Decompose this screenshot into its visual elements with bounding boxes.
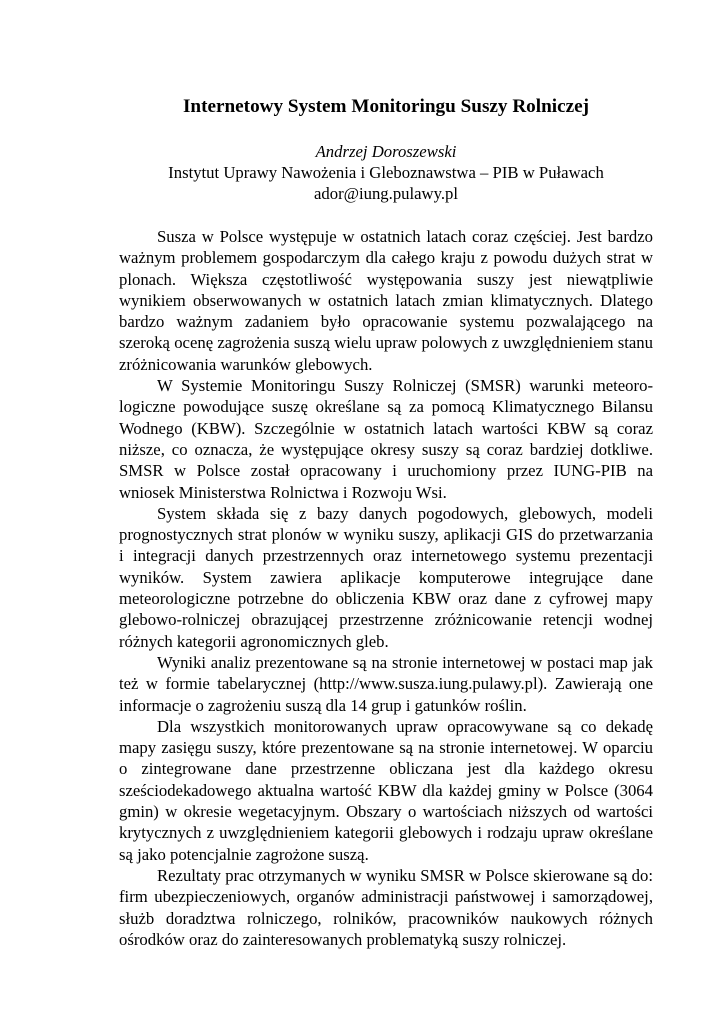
abstract-body <box>119 226 653 950</box>
paper-title: Internetowy System Monitoringu Suszy Rolniczej <box>182 96 590 117</box>
author-email: ador@iung.pulawy.pl <box>313 184 459 203</box>
document-page <box>119 95 653 950</box>
paragraph-3: System składa się z bazy danych pogodowych, glebowych, modeli prognostycznych strat plonów w wyniku suszy, aplikacji GIS do przetwarzania i integracji danych przestrzennych oraz internetowego systemu prezentacji wyników. System zawiera aplikacje komputerowe integrujące dane meteorologiczne potrzebne do obliczenia KBW oraz dane z cyfrowej mapy glebowo-rolniczej obrazującej przestrzenne zróżnicowanie retencji wodnej różnych kategorii agronomicznych gleb. <box>119 503 653 651</box>
paragraph-4: Wyniki analiz prezentowane są na stronie internetowej w postaci map jak też w formie tabelarycznej (http://www.susza.iung.pulawy.pl). Zawierają one informacje o zagrożeniu suszą dla 14 grup i gatunków roślin. <box>119 652 653 715</box>
paragraph-6: Rezultaty prac otrzymanych w wyniku SMSR w Polsce skierowane są do: firm ubezpieczeniowych, organów administracji państwowej i samorządowej, służb doradztwa rolniczego, rolników, pracowników naukowych różnych ośrodków oraz do zainteresowanych problematyką suszy rolniczej. <box>119 865 653 949</box>
author-block <box>119 141 653 204</box>
paragraph-5: Dla wszystkich monitorowanych upraw opracowywane są co dekadę mapy zasięgu suszy, które prezentowane są na stronie internetowej. W oparciu o zintegrowane dane przestrzenne obliczana jest dla każdego okresu sześciodekadowego aktualna wartość KBW dla każdej gminy w Polsce (3064 gmin) w okresie wegetacyjnym. Obszary o wartościach niższych od wartości krytycznych z uwzględnieniem kategorii glebowych i rodzaju upraw określane są jako potencjalnie zagrożone suszą. <box>119 716 653 864</box>
paragraph-1: Susza w Polsce występuje w ostatnich latach coraz częściej. Jest bardzo ważnym problemem gospodarczym dla całego kraju z powodu dużych strat w plonach. Większa częstotliwość występowania suszy jest niewątpliwie wynikiem obserwowanych w ostatnich latach zmian klimatycznych. Dlatego bardzo ważnym zadaniem było opracowanie systemu pozwalającego na szeroką ocenę zagrożenia suszą wielu upraw polowych z uwzględnieniem stanu zróżnicowania warunków glebowych. <box>119 227 653 374</box>
author-name: Andrzej Doroszewski <box>315 142 457 161</box>
paragraph-2: W Systemie Monitoringu Suszy Rolniczej (SMSR) warunki meteorologiczne powodujące suszę określane są za pomocą Klimatycznego Bilansu Wodnego (KBW). Szczególnie w ostatnich latach wartości KBW są coraz niższe, co oznacza, że występujące okresy suszy są coraz bardziej dotkliwe. SMSR w Polsce został opracowany i uruchomiony przez IUNG-PIB na wniosek Ministerstwa Rolnictwa i Rozwoju Wsi. <box>119 376 653 502</box>
author-affiliation: Instytut Uprawy Nawożenia i Gleboznawstwa – PIB w Puławach <box>168 163 604 182</box>
